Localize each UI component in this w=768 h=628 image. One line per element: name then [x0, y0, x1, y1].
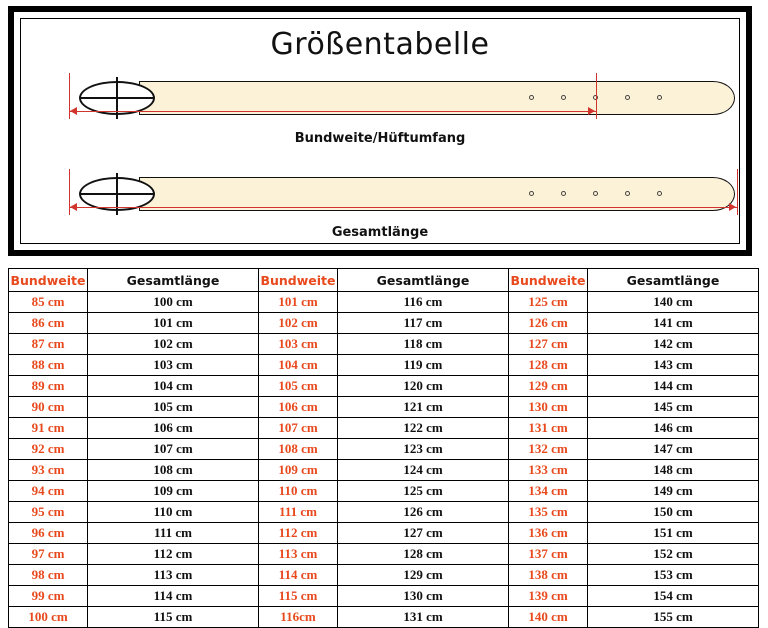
belt-illustration-bottom [21, 149, 739, 259]
cell-bundweite: 132 cm [509, 439, 588, 460]
cell-gesamtlaenge: 150 cm [588, 502, 759, 523]
table-row [9, 523, 759, 544]
cell-bundweite: 89 cm [9, 376, 88, 397]
cell-gesamtlaenge: 151 cm [588, 523, 759, 544]
cell-gesamtlaenge: 119 cm [338, 355, 509, 376]
belt-strap-top [139, 81, 699, 115]
cell-bundweite: 87 cm [9, 334, 88, 355]
cell-gesamtlaenge: 116 cm [338, 292, 509, 313]
cell-gesamtlaenge: 109 cm [88, 481, 259, 502]
cell-gesamtlaenge: 123 cm [338, 439, 509, 460]
belt-hole [561, 191, 566, 196]
cell-gesamtlaenge: 103 cm [88, 355, 259, 376]
measure-arrow-left-bottom [70, 203, 77, 211]
measure-line-bottom [69, 207, 737, 208]
cell-gesamtlaenge: 100 cm [88, 292, 259, 313]
belt-diagram-frame [8, 6, 752, 256]
cell-bundweite: 137 cm [509, 544, 588, 565]
measure-arrow-left-top [70, 107, 77, 115]
cell-bundweite: 90 cm [9, 397, 88, 418]
cell-bundweite: 101 cm [259, 292, 338, 313]
cell-bundweite: 112 cm [259, 523, 338, 544]
belt-hole [625, 95, 630, 100]
cell-bundweite: 97 cm [9, 544, 88, 565]
cell-gesamtlaenge: 131 cm [338, 607, 509, 628]
cell-gesamtlaenge: 152 cm [588, 544, 759, 565]
cell-bundweite: 96 cm [9, 523, 88, 544]
belt-hole [593, 191, 598, 196]
cell-bundweite: 134 cm [509, 481, 588, 502]
cell-gesamtlaenge: 147 cm [588, 439, 759, 460]
cell-gesamtlaenge: 110 cm [88, 502, 259, 523]
belt-tip-top [693, 81, 735, 115]
table-row [9, 334, 759, 355]
cell-bundweite: 106 cm [259, 397, 338, 418]
cell-gesamtlaenge: 143 cm [588, 355, 759, 376]
cell-gesamtlaenge: 118 cm [338, 334, 509, 355]
cell-bundweite: 113 cm [259, 544, 338, 565]
cell-bundweite: 135 cm [509, 502, 588, 523]
cell-bundweite: 108 cm [259, 439, 338, 460]
cell-bundweite: 94 cm [9, 481, 88, 502]
cell-bundweite: 126 cm [509, 313, 588, 334]
cell-gesamtlaenge: 113 cm [88, 565, 259, 586]
cell-gesamtlaenge: 129 cm [338, 565, 509, 586]
cell-gesamtlaenge: 128 cm [338, 544, 509, 565]
cell-gesamtlaenge: 146 cm [588, 418, 759, 439]
cell-gesamtlaenge: 114 cm [88, 586, 259, 607]
measure-tick-right-top [596, 73, 597, 119]
cell-bundweite: 130 cm [509, 397, 588, 418]
belt-buckle-crossbar-top [81, 97, 153, 99]
cell-bundweite: 85 cm [9, 292, 88, 313]
cell-gesamtlaenge: 101 cm [88, 313, 259, 334]
cell-bundweite: 140 cm [509, 607, 588, 628]
table-row [9, 397, 759, 418]
cell-gesamtlaenge: 130 cm [338, 586, 509, 607]
cell-bundweite: 105 cm [259, 376, 338, 397]
belt-strap-bottom [139, 177, 699, 211]
table-row [9, 565, 759, 586]
cell-gesamtlaenge: 153 cm [588, 565, 759, 586]
belt-hole [657, 95, 662, 100]
cell-gesamtlaenge: 126 cm [338, 502, 509, 523]
table-row [9, 418, 759, 439]
cell-gesamtlaenge: 124 cm [338, 460, 509, 481]
table-row [9, 460, 759, 481]
table-row [9, 481, 759, 502]
table-row [9, 313, 759, 334]
cell-gesamtlaenge: 127 cm [338, 523, 509, 544]
cell-bundweite: 93 cm [9, 460, 88, 481]
cell-gesamtlaenge: 115 cm [88, 607, 259, 628]
cell-bundweite: 114 cm [259, 565, 338, 586]
cell-gesamtlaenge: 155 cm [588, 607, 759, 628]
cell-gesamtlaenge: 149 cm [588, 481, 759, 502]
cell-bundweite: 136 cm [509, 523, 588, 544]
cell-gesamtlaenge: 142 cm [588, 334, 759, 355]
cell-bundweite: 103 cm [259, 334, 338, 355]
cell-gesamtlaenge: 141 cm [588, 313, 759, 334]
belt-hole [625, 191, 630, 196]
cell-bundweite: 128 cm [509, 355, 588, 376]
belt-illustration-top [21, 19, 739, 149]
cell-gesamtlaenge: 117 cm [338, 313, 509, 334]
header-bundweite-3: Bundweite [509, 269, 588, 292]
cell-bundweite: 91 cm [9, 418, 88, 439]
belt-hole [561, 95, 566, 100]
diagram-title: Größentabelle [270, 27, 490, 62]
size-table-body [9, 292, 759, 628]
belt-buckle-crossbar-bottom [81, 193, 153, 195]
table-row [9, 502, 759, 523]
cell-bundweite: 104 cm [259, 355, 338, 376]
cell-bundweite: 92 cm [9, 439, 88, 460]
cell-gesamtlaenge: 120 cm [338, 376, 509, 397]
table-row [9, 544, 759, 565]
cell-gesamtlaenge: 104 cm [88, 376, 259, 397]
cell-bundweite: 129 cm [509, 376, 588, 397]
cell-gesamtlaenge: 125 cm [338, 481, 509, 502]
table-row [9, 355, 759, 376]
cell-gesamtlaenge: 140 cm [588, 292, 759, 313]
cell-bundweite: 127 cm [509, 334, 588, 355]
cell-bundweite: 111 cm [259, 502, 338, 523]
header-bundweite-1: Bundweite [9, 269, 88, 292]
size-table [8, 268, 759, 628]
cell-gesamtlaenge: 145 cm [588, 397, 759, 418]
cell-bundweite: 131 cm [509, 418, 588, 439]
cell-bundweite: 99 cm [9, 586, 88, 607]
measure-label-gesamtlaenge: Gesamtlänge [331, 225, 429, 240]
table-row [9, 439, 759, 460]
cell-bundweite: 88 cm [9, 355, 88, 376]
header-bundweite-2: Bundweite [259, 269, 338, 292]
cell-gesamtlaenge: 122 cm [338, 418, 509, 439]
belt-hole [657, 191, 662, 196]
table-row [9, 376, 759, 397]
header-gesamtlaenge-3: Gesamtlänge [588, 269, 759, 292]
cell-gesamtlaenge: 105 cm [88, 397, 259, 418]
cell-bundweite: 98 cm [9, 565, 88, 586]
cell-gesamtlaenge: 121 cm [338, 397, 509, 418]
cell-gesamtlaenge: 144 cm [588, 376, 759, 397]
measure-line-top [69, 111, 596, 112]
cell-bundweite: 115 cm [259, 586, 338, 607]
cell-gesamtlaenge: 112 cm [88, 544, 259, 565]
table-row [9, 292, 759, 313]
measure-arrow-right-bottom [729, 203, 736, 211]
cell-bundweite: 102 cm [259, 313, 338, 334]
cell-gesamtlaenge: 111 cm [88, 523, 259, 544]
cell-bundweite: 107 cm [259, 418, 338, 439]
cell-gesamtlaenge: 154 cm [588, 586, 759, 607]
cell-bundweite: 86 cm [9, 313, 88, 334]
cell-gesamtlaenge: 107 cm [88, 439, 259, 460]
cell-gesamtlaenge: 106 cm [88, 418, 259, 439]
cell-gesamtlaenge: 148 cm [588, 460, 759, 481]
cell-bundweite: 109 cm [259, 460, 338, 481]
cell-bundweite: 125 cm [509, 292, 588, 313]
belt-hole [529, 191, 534, 196]
measure-arrow-right-top [588, 107, 595, 115]
header-gesamtlaenge-2: Gesamtlänge [338, 269, 509, 292]
measure-tick-right-bottom [737, 169, 738, 215]
cell-bundweite: 116cm [259, 607, 338, 628]
size-table-header [9, 269, 759, 292]
cell-bundweite: 138 cm [509, 565, 588, 586]
cell-bundweite: 100 cm [9, 607, 88, 628]
cell-bundweite: 133 cm [509, 460, 588, 481]
header-gesamtlaenge-1: Gesamtlänge [88, 269, 259, 292]
table-row [9, 607, 759, 628]
cell-gesamtlaenge: 102 cm [88, 334, 259, 355]
table-header-row [9, 269, 759, 292]
cell-bundweite: 110 cm [259, 481, 338, 502]
table-row [9, 586, 759, 607]
belt-hole [529, 95, 534, 100]
measure-label-bundweite: Bundweite/Hüftumfang [294, 131, 466, 146]
cell-gesamtlaenge: 108 cm [88, 460, 259, 481]
belt-diagram-inner [20, 18, 740, 244]
cell-bundweite: 95 cm [9, 502, 88, 523]
cell-bundweite: 139 cm [509, 586, 588, 607]
